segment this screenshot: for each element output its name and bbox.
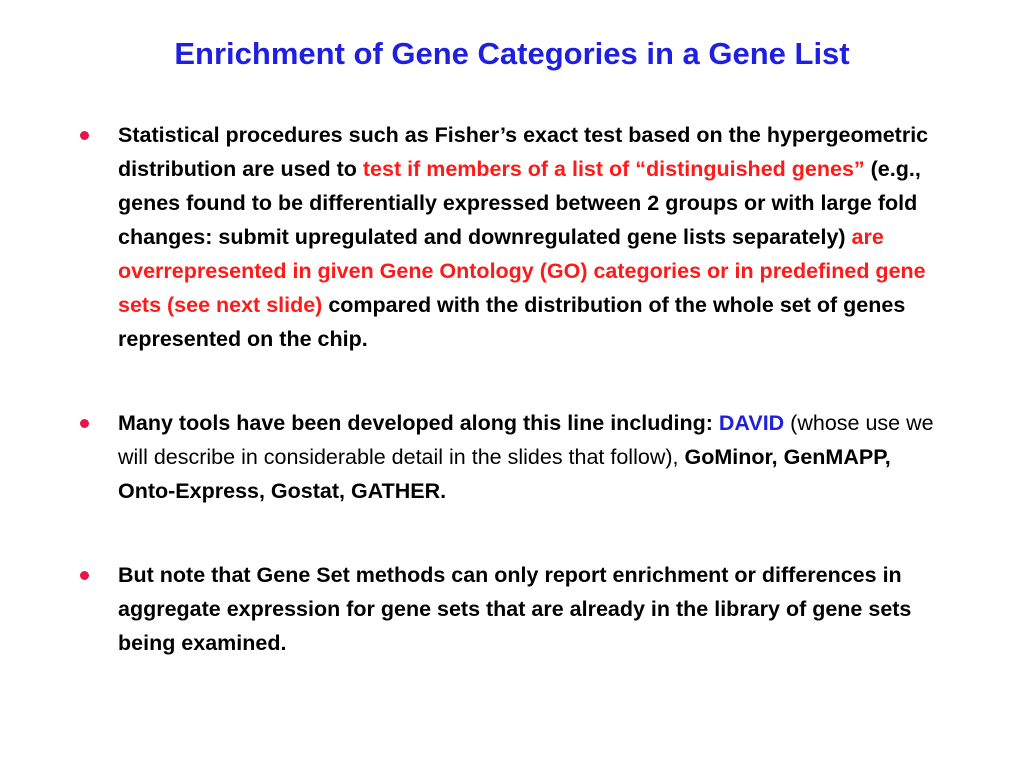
bullet-item-gene-set-methods (80, 558, 940, 660)
bullet-text: But note that Gene Set methods can only report enrichment or differences in aggregate expression for gene sets that are already in the library of gene sets being examined. (118, 563, 912, 655)
bullet-text: (e.g., genes found to be differentially expressed between 2 groups or with large fold changes: submit upregulated and downregulated gene lists separately) (118, 157, 921, 249)
bullet-text: compared with the distribution of the whole set of genes represented on the chip. (118, 293, 906, 351)
tool-names-text: GoMinor, GenMAPP, Onto-Express, Gostat, GATHER. (118, 445, 891, 503)
bullet-item-statistical-procedures (80, 118, 940, 356)
bullet-text: (whose use we will describe in considerable detail in the slides that follow), (118, 411, 934, 469)
highlight-red-text: test if members of a list of “distinguished genes” (362, 157, 865, 181)
slide-title: Enrichment of Gene Categories in a Gene List (174, 36, 850, 71)
bullet-dot-icon (80, 419, 89, 428)
bullet-dot-icon (80, 131, 89, 140)
bullet-dot-icon (80, 571, 89, 580)
highlight-blue-text: DAVID (718, 411, 785, 435)
bullet-list (80, 118, 940, 710)
bullet-item-tools (80, 406, 940, 508)
highlight-red-text: are overrepresented in given Gene Ontology (GO) categories or in predefined gene sets (see next slide) (118, 225, 926, 317)
bullet-text: Many tools have been developed along this line including: (118, 411, 719, 435)
bullet-text: Statistical procedures such as Fisher’s exact test based on the hypergeometric distribution are used to (118, 123, 929, 181)
